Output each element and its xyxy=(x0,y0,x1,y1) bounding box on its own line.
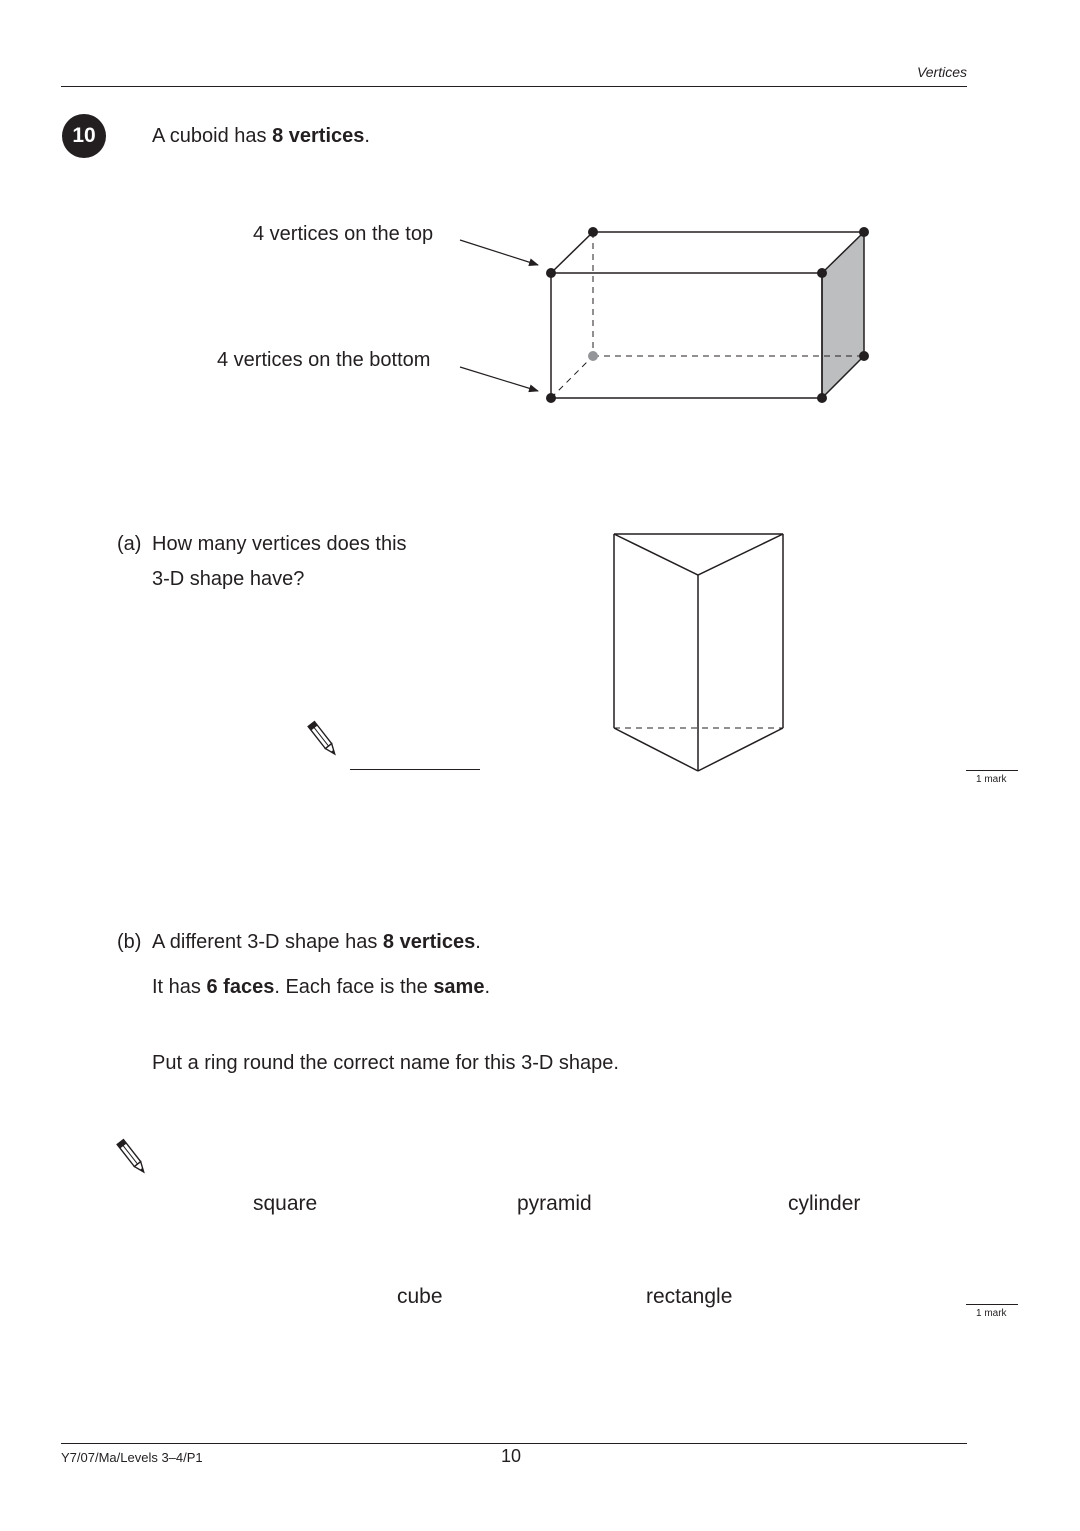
vertex-dot xyxy=(817,268,827,278)
page-number: 10 xyxy=(501,1446,522,1466)
option-pyramid[interactable]: pyramid xyxy=(517,1192,592,1215)
vertex-dot xyxy=(546,268,556,278)
part-a-label: (a) xyxy=(117,533,142,555)
vertex-dot xyxy=(859,351,869,361)
arrow-bottom xyxy=(460,367,538,391)
b1-pre: A different 3-D shape has xyxy=(152,931,383,953)
part-b-line2 xyxy=(152,975,490,999)
intro-post: . xyxy=(364,125,370,147)
label-top-vertices: 4 vertices on the top xyxy=(253,223,434,245)
arrow-top xyxy=(460,240,538,265)
part-a-line1: How many vertices does this xyxy=(152,533,407,555)
vertex-dot xyxy=(817,393,827,403)
cuboid-front-face xyxy=(551,273,822,398)
question-number-badge: 10 xyxy=(62,114,106,158)
b2-bold1: 6 faces xyxy=(206,976,275,998)
footer-rule xyxy=(61,1443,967,1444)
part-b-label: (b) xyxy=(117,931,142,953)
label-bottom-vertices: 4 vertices on the bottom xyxy=(217,349,431,371)
prism-bottom-left xyxy=(614,728,698,771)
topic-title: Vertices xyxy=(916,64,967,80)
pencil-icon xyxy=(305,718,341,760)
vertex-dot xyxy=(588,227,598,237)
part-a-line2: 3-D shape have? xyxy=(152,568,305,590)
part-b-instruction: Put a ring round the correct name for this 3-D shape. xyxy=(152,1052,619,1074)
b1-bold: 8 vertices xyxy=(382,931,476,953)
b2-pre: It has xyxy=(152,976,207,998)
option-cube[interactable]: cube xyxy=(397,1285,443,1308)
cuboid-shaded-face xyxy=(822,232,864,398)
intro-bold: 8 vertices xyxy=(272,125,365,147)
marks-b: 1 mark xyxy=(976,1308,1007,1319)
option-rectangle[interactable]: rectangle xyxy=(646,1285,733,1308)
cuboid-hidden-left-bottom xyxy=(551,356,593,398)
b2-bold2: same xyxy=(433,976,485,998)
footer-code: Y7/07/Ma/Levels 3–4/P1 xyxy=(61,1450,203,1465)
vertex-dot xyxy=(546,393,556,403)
marks-rule-b xyxy=(966,1304,1018,1305)
b2-post: . xyxy=(484,976,491,998)
intro-pre: A cuboid has xyxy=(152,125,273,147)
vertex-dot-hidden xyxy=(588,351,598,361)
part-b-line1 xyxy=(152,930,481,954)
marks-rule-a xyxy=(966,770,1018,771)
option-square[interactable]: square xyxy=(253,1192,318,1215)
prism-bottom-right xyxy=(698,728,783,771)
b2-mid: . Each face is the xyxy=(274,976,434,998)
cuboid-diagram xyxy=(0,0,1080,420)
cuboid-top-left-edge xyxy=(551,232,593,273)
vertex-dot xyxy=(859,227,869,237)
pencil-icon xyxy=(114,1136,150,1178)
b1-post: . xyxy=(475,931,481,953)
marks-a: 1 mark xyxy=(976,774,1007,785)
option-cylinder[interactable]: cylinder xyxy=(788,1192,861,1215)
prism-top-face xyxy=(614,534,783,575)
answer-line-a[interactable] xyxy=(350,769,480,770)
triangular-prism-diagram xyxy=(600,520,800,780)
